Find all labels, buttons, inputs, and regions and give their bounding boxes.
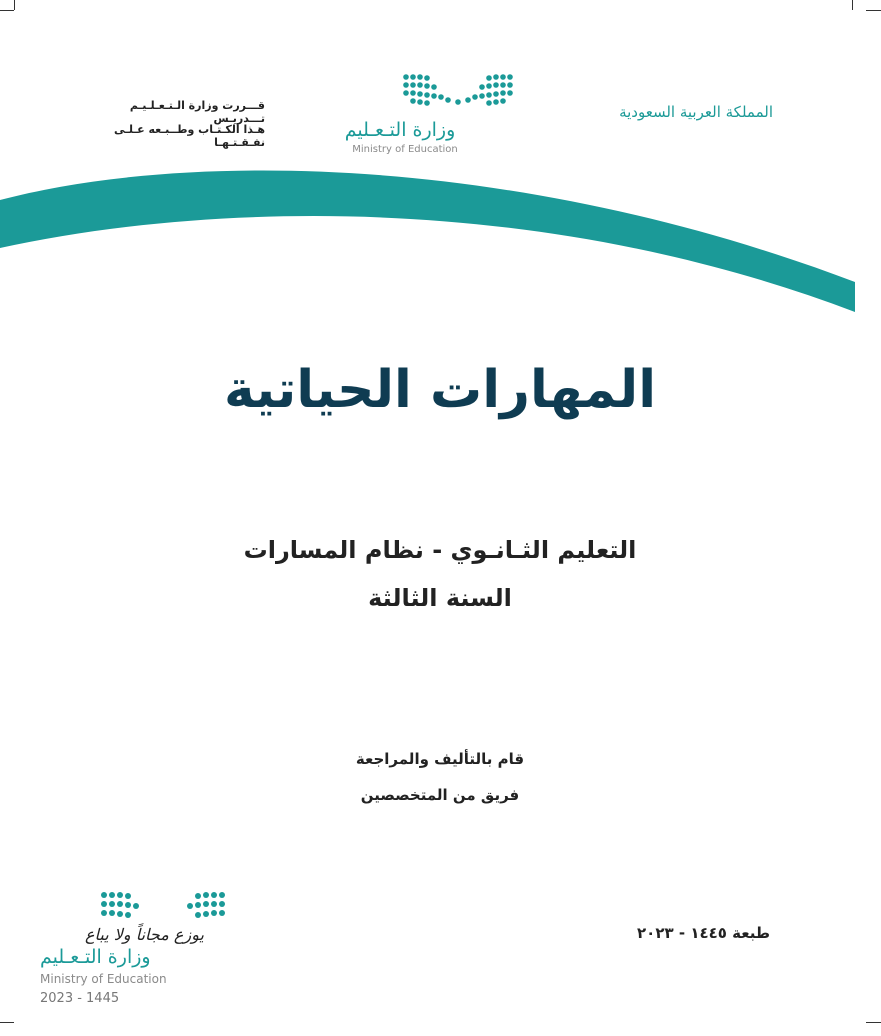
decree-line-1: قـــررت وزارة الـتـعـلـيـم تـــدريـس [129,99,265,125]
book-title: المهارات الحياتية [223,360,657,420]
ministry-logo-mark-icon [98,890,228,930]
footer-logo-arabic: وزارة التـعـليم [40,946,151,968]
crop-mark [866,1022,881,1023]
country-name: المملكة العربية السعودية [619,103,773,121]
free-distribution-note: يوزع مجاناً ولا يباع [85,925,204,944]
credit-line-2: فريق من المتخصصين [360,786,520,804]
crop-mark [0,10,14,11]
crop-mark [852,0,853,10]
footer-logo-english: Ministry of Education [40,972,167,986]
edition-label: طبعة ١٤٤٥ - ٢٠٢٣ [637,924,770,942]
teal-swoosh-band [0,160,881,320]
ministry-logo-arabic: وزارة التـعـليم [344,119,456,141]
crop-mark [0,1022,14,1023]
crop-mark [14,0,15,10]
footer-years: 2023 - 1445 [40,991,120,1006]
ministry-logo-english: Ministry of Education [352,144,458,155]
ministry-logo-mark-icon [400,72,516,110]
subtitle-line-2: السنة الثالثة [368,584,512,612]
subtitle-line-1: التعليم الثـانـوي - نظام المسارات [243,536,637,564]
credit-line-1: قام بالتأليف والمراجعة [355,750,525,768]
crop-mark [866,10,881,11]
decree-line-2: هـذا الكـتـاب وطــبـعه عـلـى نفـقـتـهـا [114,123,265,149]
